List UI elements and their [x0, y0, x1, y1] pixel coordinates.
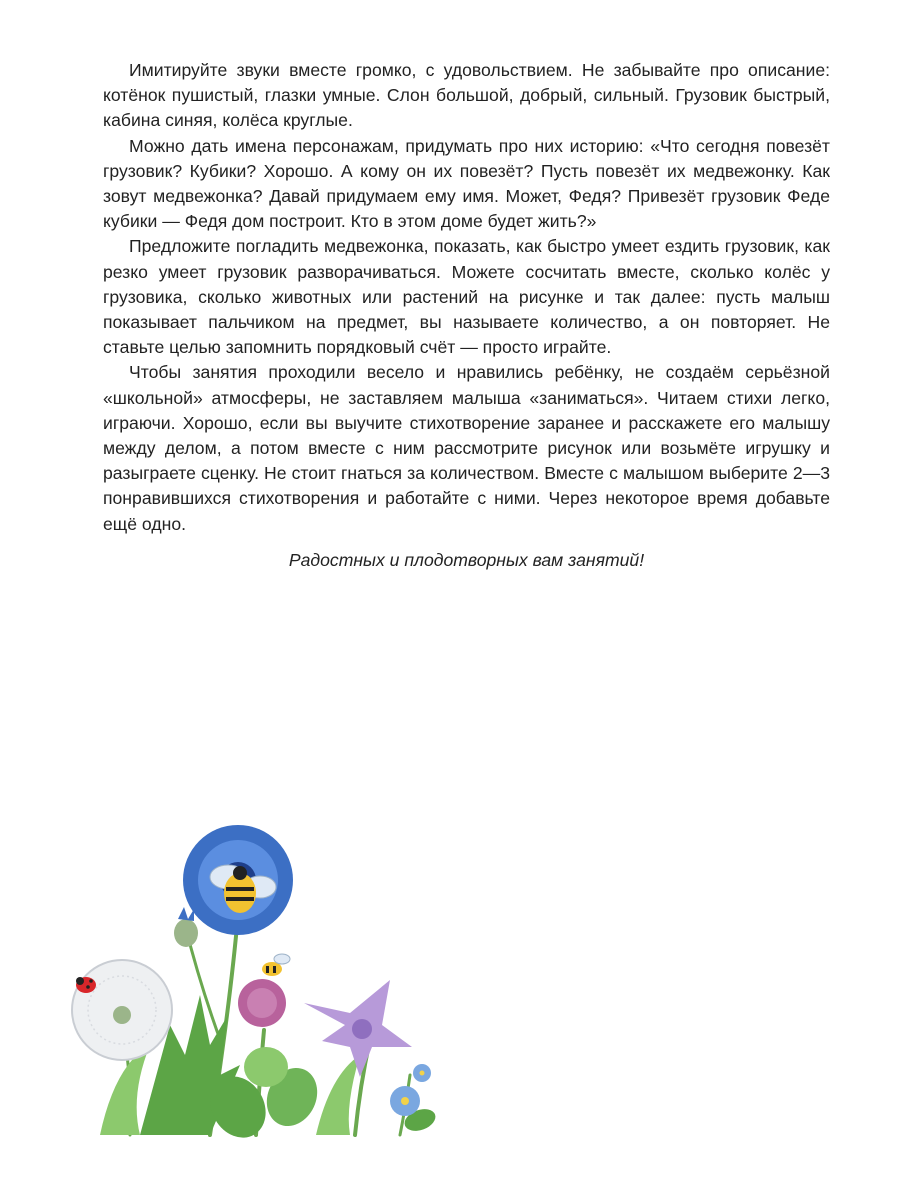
- paragraph: Имитируйте звуки вместе громко, с удовольствием. Не забывайте про описание: котёнок пушистый, глазки умные. Слон большой, добрый, сильный. Грузовик быстрый, кабина синяя, колёса круглые.: [103, 60, 830, 131]
- paragraph: Чтобы занятия проходили весело и нравились ребёнку, не создаём серьёзной «школьной» атмосферы, не заставляем малыша «заниматься». Читаем стихи легко, играючи. Хорошо, если вы выучите стихотворение заранее и расскажете его малышу между делом, а потом вместе с ним рассмотрите рисунок или возьмёте игрушку и разыграете сценку. Не стоит гнаться за количеством. Вместе с малышом выберите 2—3 понравившихся стихотворения и работайте с ними. Через некоторое время добавьте ещё одно.: [103, 362, 830, 534]
- closing-wish: Радостных и плодотворных вам занятий!: [288, 550, 645, 570]
- body-text: [103, 58, 830, 537]
- dandelion-icon: [72, 960, 172, 1060]
- small-bee-icon: [262, 954, 290, 976]
- forget-me-not-icon: [390, 1064, 431, 1116]
- bellflower-icon: [304, 980, 412, 1077]
- ladybug-icon: [76, 977, 96, 993]
- paragraph: Можно дать имена персонажам, придумать про них историю: «Что сегодня повезёт грузовик? Кубики? Хорошо. А кому он их повезёт? Пусть повезёт их медвежонку. Как зовут медвежонка? Давай придумаем ему имя. Может, Федя? Привезёт грузовик Феде кубики — Федя дом построит. Кто в этом доме будет жить?»: [103, 135, 830, 232]
- flowers-illustration-icon: [60, 815, 480, 1155]
- paragraph: Предложите погладить медвежонка, показать, как быстро умеет ездить грузовик, как резко умеет грузовик разворачиваться. Можете сосчитать вместе, сколько колёс у грузовика, сколько животных или растений на рисунке и так далее: пусть малыш показывает пальчиком на предмет, вы называете количество, а он повторяет. Не ставьте целью запомнить порядковый счёт — просто играйте.: [103, 236, 830, 358]
- clover-icon: [238, 979, 286, 1027]
